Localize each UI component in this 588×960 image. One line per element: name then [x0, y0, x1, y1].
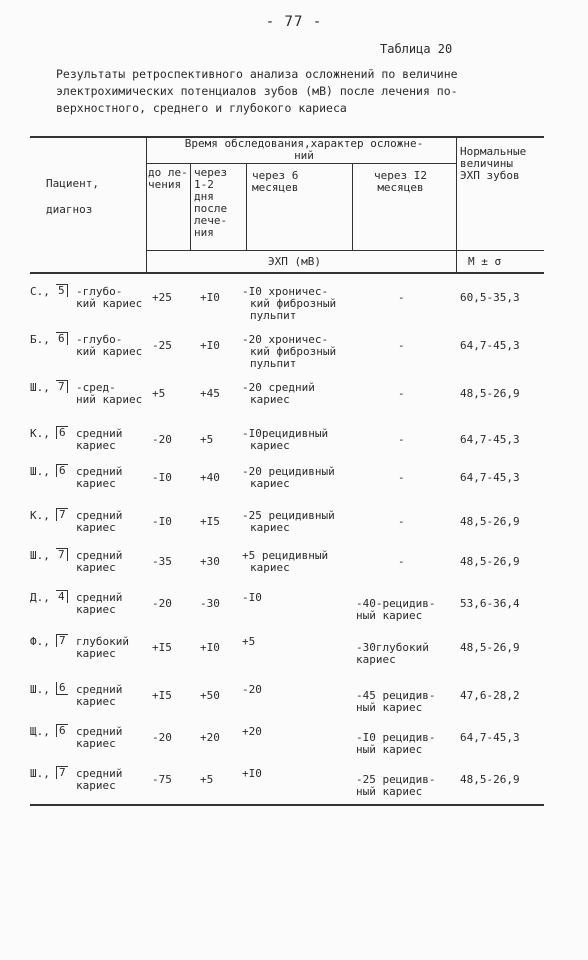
diagnosis-line: кариес — [76, 737, 116, 750]
value-12m: -30глубокий — [356, 641, 429, 654]
tooth-number — [56, 548, 68, 561]
patient-name: К., — [30, 509, 50, 522]
header-patient — [46, 178, 99, 216]
header-unit-rule — [146, 250, 544, 251]
value-6m: пульпит — [250, 357, 297, 370]
tooth-bracket: 6 — [56, 682, 68, 695]
value-6m: +I0 — [242, 767, 262, 780]
table-number: Таблица 20 — [380, 42, 453, 56]
patient-name: Ш., — [30, 549, 50, 562]
value-6m: -I0рецидивный — [242, 427, 329, 440]
tooth-number — [56, 724, 68, 737]
value-after: +I0 — [200, 641, 220, 654]
value-before: -20 — [152, 433, 172, 446]
value-12m: - — [398, 555, 405, 568]
value-after: +I0 — [200, 291, 220, 304]
diagnosis-line: кариес — [76, 521, 116, 534]
value-6m: пульпит — [250, 309, 297, 322]
patient-name: Б., — [30, 333, 50, 346]
patient-name: Ш., — [30, 465, 50, 478]
caption-line: электрохимических потенциалов зубов (мВ) после лечения по- — [56, 84, 458, 98]
diagnosis-line: средний — [76, 767, 123, 780]
header-6m-line: через 6 — [252, 169, 299, 182]
value-norm: 48,5-26,9 — [460, 515, 520, 528]
table-caption — [56, 66, 546, 117]
patient-name: Ш., — [30, 381, 50, 394]
tooth-bracket: 5 — [56, 284, 68, 297]
value-norm: 64,7-45,3 — [460, 471, 520, 484]
tooth-number — [56, 380, 68, 393]
patient-name: Ш., — [30, 683, 50, 696]
diagnosis-line: средний — [76, 725, 123, 738]
value-norm: 48,5-26,9 — [460, 773, 520, 786]
diagnosis-line: кий кариес — [76, 297, 143, 310]
caption-line: верхностного, среднего и глубокого кариеса — [56, 101, 347, 115]
col-divider — [146, 138, 147, 272]
tooth-number — [56, 426, 68, 439]
value-before: -I0 — [152, 471, 172, 484]
tooth-bracket: 6 — [56, 426, 68, 439]
diagnosis-line: -сред- — [76, 381, 116, 394]
tooth-bracket: 7 — [56, 380, 68, 393]
tooth-bracket: 6 — [56, 724, 68, 737]
diagnosis-line: кариес — [76, 603, 116, 616]
patient-name: Ш., — [30, 767, 50, 780]
header-6m — [252, 170, 298, 194]
value-12m: -40-рецидив- — [356, 597, 436, 610]
header-unit: ЭХП (мВ) — [268, 255, 321, 268]
value-before: +I5 — [152, 689, 172, 702]
value-norm: 60,5-35,3 — [460, 291, 520, 304]
value-after: +40 — [200, 471, 220, 484]
tooth-bracket: 7 — [56, 508, 68, 521]
value-6m: +5 — [242, 635, 256, 648]
value-12m: -I0 рецидив- — [356, 731, 436, 744]
diagnosis-line: средний — [76, 591, 123, 604]
value-12m: кариес — [356, 653, 396, 666]
value-after: +5 — [200, 433, 214, 446]
value-norm: 48,5-26,9 — [460, 387, 520, 400]
header-after-line: дня — [194, 190, 214, 203]
value-after: +5 — [200, 773, 214, 786]
value-after: +30 — [200, 555, 220, 568]
diagnosis-line: кариес — [76, 561, 116, 574]
value-12m: - — [398, 387, 405, 400]
tooth-number — [56, 508, 68, 521]
diagnosis-line: средний — [76, 549, 123, 562]
page-number: - 77 - — [265, 14, 323, 30]
header-12m — [374, 170, 427, 194]
tooth-bracket: 7 — [56, 548, 68, 561]
header-after-line: 1-2 — [194, 178, 214, 191]
header-norm-line: ЭХП зубов — [460, 169, 520, 182]
diagnosis-line: средний — [76, 683, 123, 696]
value-after: +50 — [200, 689, 220, 702]
tooth-number — [56, 464, 68, 477]
diagnosis-line: средний — [76, 465, 123, 478]
tooth-number — [56, 590, 68, 603]
value-before: -35 — [152, 555, 172, 568]
value-6m: -25 рецидивный — [242, 509, 335, 522]
value-6m: +20 — [242, 725, 262, 738]
value-before: -75 — [152, 773, 172, 786]
patient-name: С., — [30, 285, 50, 298]
value-12m: - — [398, 471, 405, 484]
header-group — [156, 138, 452, 162]
value-norm: 48,5-26,9 — [460, 555, 520, 568]
patient-name: Ф., — [30, 635, 50, 648]
table-bottom-rule — [30, 804, 544, 806]
value-before: +25 — [152, 291, 172, 304]
tooth-number — [56, 682, 68, 695]
value-12m: ный кариес — [356, 701, 423, 714]
col-divider — [456, 138, 457, 272]
caption-line: Результаты ретроспективного анализа осложнений по величине — [56, 67, 458, 81]
diagnosis-line: средний — [76, 509, 123, 522]
header-patient-line: диагноз — [46, 203, 93, 216]
value-6m: -20 — [242, 683, 262, 696]
value-before: +5 — [152, 387, 166, 400]
diagnosis-line: -глубо- — [76, 333, 123, 346]
value-6m: -I0 — [242, 591, 262, 604]
tooth-bracket: 7 — [56, 634, 68, 647]
header-before-line: чения — [148, 178, 182, 191]
value-6m: кариес — [250, 439, 290, 452]
value-6m: +5 рецидивный — [242, 549, 329, 562]
value-norm: 47,6-28,2 — [460, 689, 520, 702]
diagnosis-line: кариес — [76, 647, 116, 660]
header-6m-line: месяцев — [252, 181, 299, 194]
diagnosis-line: -глубо- — [76, 285, 123, 298]
tooth-bracket: 6 — [56, 464, 68, 477]
tooth-bracket: 6 — [56, 332, 68, 345]
value-before: -25 — [152, 339, 172, 352]
patient-name: Щ., — [30, 725, 50, 738]
value-after: +20 — [200, 731, 220, 744]
header-12m-line: через I2 — [374, 169, 427, 182]
diagnosis-line: кариес — [76, 779, 116, 792]
diagnosis-line: кариес — [76, 695, 116, 708]
header-12m-line: месяцев — [377, 181, 424, 194]
value-12m: - — [398, 433, 405, 446]
header-bottom-rule — [30, 272, 544, 274]
header-before — [148, 167, 188, 191]
tooth-number — [56, 284, 68, 297]
col-divider — [190, 164, 191, 250]
value-before: +I5 — [152, 641, 172, 654]
header-group-line: ний — [294, 149, 314, 162]
value-6m: -20 хроничес- — [242, 333, 329, 346]
value-6m: кариес — [250, 477, 290, 490]
value-12m: - — [398, 291, 405, 304]
value-before: -20 — [152, 597, 172, 610]
diagnosis-line: ний кариес — [76, 393, 143, 406]
header-before-line: до ле- — [148, 166, 188, 179]
header-norm-unit: M ± σ — [468, 255, 502, 268]
header-norm-line: величины — [460, 157, 513, 170]
diagnosis-line: средний — [76, 427, 123, 440]
header-norm-line: Нормальные — [460, 145, 527, 158]
tooth-bracket: 4 — [56, 590, 68, 603]
header-group-line: Время обследования,характер осложне- — [184, 137, 424, 150]
value-after: +45 — [200, 387, 220, 400]
value-6m: кий фиброзный — [250, 345, 337, 358]
tooth-number — [56, 766, 68, 779]
value-6m: кариес — [250, 393, 290, 406]
value-12m: ный кариес — [356, 785, 423, 798]
value-12m: ный кариес — [356, 743, 423, 756]
value-12m: - — [398, 339, 405, 352]
value-6m: -I0 хроничес- — [242, 285, 329, 298]
header-patient-line: Пациент, — [46, 177, 99, 190]
col-divider — [246, 164, 247, 250]
value-after: +I0 — [200, 339, 220, 352]
value-6m: кариес — [250, 561, 290, 574]
value-before: -I0 — [152, 515, 172, 528]
value-12m: - — [398, 515, 405, 528]
tooth-number — [56, 332, 68, 345]
value-norm: 48,5-26,9 — [460, 641, 520, 654]
col-divider — [352, 164, 353, 250]
header-norm — [460, 146, 526, 182]
diagnosis-line: глубокий — [76, 635, 129, 648]
header-after-line: после — [194, 202, 228, 215]
value-after: +I5 — [200, 515, 220, 528]
diagnosis-line: кариес — [76, 477, 116, 490]
tooth-bracket: 7 — [56, 766, 68, 779]
diagnosis-line: кий кариес — [76, 345, 143, 358]
patient-name: К., — [30, 427, 50, 440]
value-norm: 64,7-45,3 — [460, 433, 520, 446]
header-after-line: лече- — [194, 214, 228, 227]
value-6m: кий фиброзный — [250, 297, 337, 310]
value-norm: 64,7-45,3 — [460, 731, 520, 744]
value-after: -30 — [200, 597, 220, 610]
value-12m: -45 рецидив- — [356, 689, 436, 702]
header-after-line: через — [194, 166, 228, 179]
value-6m: -20 средний — [242, 381, 315, 394]
tooth-number — [56, 634, 68, 647]
header-after — [194, 167, 227, 239]
value-12m: -25 рецидив- — [356, 773, 436, 786]
patient-name: Д., — [30, 591, 50, 604]
header-mid-rule — [146, 163, 456, 164]
value-before: -20 — [152, 731, 172, 744]
value-norm: 64,7-45,3 — [460, 339, 520, 352]
value-6m: кариес — [250, 521, 290, 534]
header-after-line: ния — [194, 226, 214, 239]
value-12m: ный кариес — [356, 609, 423, 622]
diagnosis-line: кариес — [76, 439, 116, 452]
value-norm: 53,6-36,4 — [460, 597, 520, 610]
value-6m: -20 рецидивный — [242, 465, 335, 478]
